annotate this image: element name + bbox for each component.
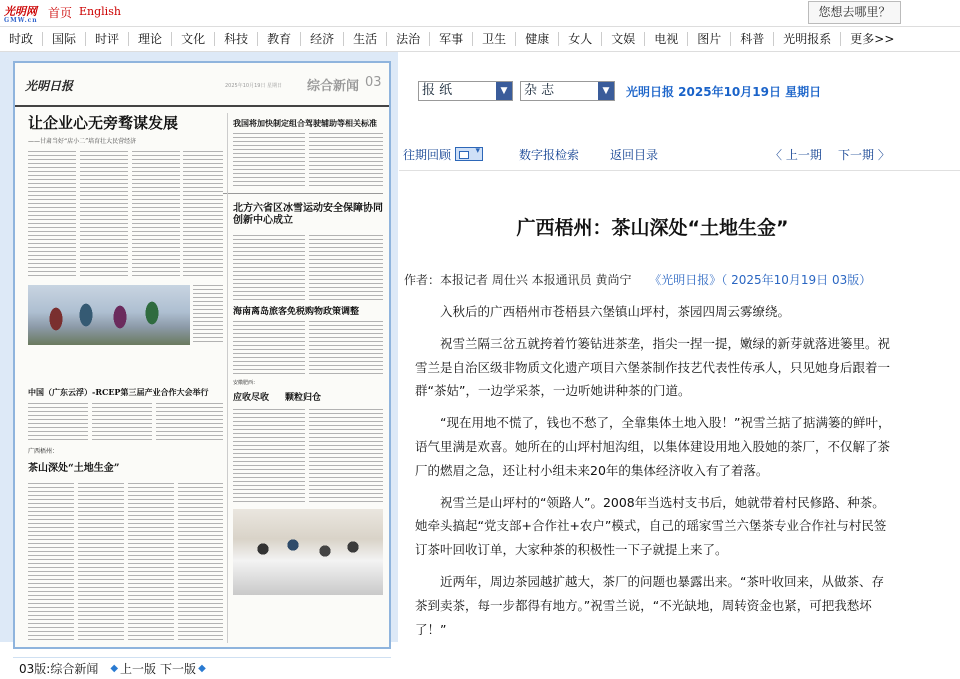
article-source: 《光明日报》（ 2025年10月19日 03版）: [649, 273, 872, 287]
paper-text-column: [92, 403, 152, 443]
nav-item[interactable]: 军事: [430, 32, 473, 46]
nav-item[interactable]: 经济: [301, 32, 344, 46]
paper-headline[interactable]: 我国将加快制定组合驾驶辅助等相关标准: [233, 118, 377, 128]
paper-text-column: [132, 151, 180, 279]
paper-section-title: 综合新闻: [307, 79, 360, 94]
paper-text-column: [309, 321, 383, 375]
paper-kicker: 广西梧州：: [28, 448, 59, 455]
paper-kicker: 安徽肥西：: [233, 380, 259, 386]
nav-item[interactable]: 国际: [43, 32, 86, 46]
diamond-icon: ◆: [198, 663, 206, 674]
article-title: 广西梧州：茶山深处“土地生金”: [516, 217, 789, 239]
magazine-select[interactable]: [520, 81, 615, 101]
paper-text-column: [28, 151, 76, 279]
logo-subtext: GMW.cn: [4, 17, 38, 24]
paper-page-number: 03: [365, 75, 382, 90]
newspaper-select[interactable]: [418, 81, 513, 101]
newspaper-page-image[interactable]: [13, 61, 391, 649]
nav-item[interactable]: 教育: [258, 32, 301, 46]
channel-nav: [0, 26, 960, 52]
chevron-down-icon: ▼: [598, 82, 614, 100]
magazine-select-value: 杂 志: [524, 83, 555, 98]
prev-page-link[interactable]: 上一版: [120, 662, 157, 676]
nav-item[interactable]: 科技: [215, 32, 258, 46]
page-preview-panel: [0, 52, 398, 676]
top-bar: [0, 0, 960, 26]
nav-item[interactable]: 更多>>: [850, 32, 895, 46]
paper-text-column: [183, 151, 223, 279]
paper-text-column: [233, 133, 305, 189]
newspaper-select-value: 报 纸: [422, 83, 453, 98]
article-paragraph: 近两年，周边茶园越扩越大，茶厂的问题也暴露出来。“茶叶收回来，从做茶、存茶到卖茶，每一步都得有地方。”祝雪兰说，“不光缺地，周转资金也紧，可把我愁坏了！”: [415, 573, 884, 637]
paper-text-column: [28, 483, 74, 643]
nav-item[interactable]: 电视: [645, 32, 688, 46]
paper-headline[interactable]: 颗粒归仓: [285, 393, 322, 403]
edition-label: 03版:综合新闻: [19, 662, 99, 676]
paper-header-date: 2025年10月19日 星期日: [225, 83, 283, 89]
article-paragraph: 祝雪兰隔三岔五就挎着竹篓钻进茶垄，指尖一捏一提，嫩绿的新芽就落进篓里。祝雪兰是自治区级非物质文化遗产项目六堡茶制作技艺代表性传承人，只见她身后跟着一群“茶姑”，一边学采茶，一边听她讲种茶的门道。: [415, 335, 891, 399]
nav-item[interactable]: 时评: [86, 32, 129, 46]
paper-text-column: [233, 321, 305, 375]
past-review-link[interactable]: 往期回顾: [403, 148, 452, 162]
article-author: 作者：本报记者 周仕兴 本报通讯员 黄尚宁: [404, 273, 632, 287]
paper-headline[interactable]: 北方六省区冰雪运动安全保障协同创新中心成立: [233, 203, 383, 226]
paper-subheadline: ——甘肃当好“店小二”培育壮大民营经济: [28, 138, 137, 145]
next-page-link[interactable]: 下一版: [160, 662, 197, 676]
logo-text: 光明网: [4, 5, 37, 18]
article-body: [415, 300, 895, 649]
paper-text-column: [309, 133, 383, 189]
nav-item[interactable]: 文娱: [602, 32, 645, 46]
diamond-icon: ◆: [110, 663, 119, 674]
paper-headline[interactable]: 应收尽收: [233, 393, 270, 403]
paper-text-column: [128, 483, 174, 643]
nav-item[interactable]: 图片: [688, 32, 731, 46]
where-to-go-button[interactable]: 您想去哪里？: [808, 1, 901, 24]
paper-photo-performers: [28, 285, 190, 345]
prev-issue-link[interactable]: 〈 上一期: [770, 148, 822, 162]
paper-date: 光明日报 2025年10月19日 星期日: [626, 85, 822, 99]
paper-text-column: [233, 235, 305, 301]
paper-text-column: [28, 403, 88, 443]
nav-item[interactable]: 生活: [344, 32, 387, 46]
home-link[interactable]: 首页: [48, 6, 73, 20]
english-link[interactable]: English: [79, 5, 121, 18]
article-paragraph: 祝雪兰是山坪村的“领路人”。2008年当选村支书后，她就带着村民修路、种茶。她牵头搞起“党支部+合作社+农户”模式，自己的瑶家雪兰六堡茶专业合作社与村民签订茶叶回收订单，大家种茶的积极性一下子就提上来了。: [415, 494, 887, 558]
paper-text-column: [78, 483, 124, 643]
paper-column-rule: [227, 113, 228, 643]
back-to-index-link[interactable]: 返回目录: [610, 148, 659, 162]
paper-headline[interactable]: 茶山深处“土地生金”: [28, 463, 120, 474]
nav-item[interactable]: 法治: [387, 32, 430, 46]
nav-item[interactable]: 理论: [129, 32, 172, 46]
divider: [399, 170, 960, 171]
nav-item[interactable]: 健康: [516, 32, 559, 46]
paper-masthead: 光明日报: [25, 79, 74, 93]
digital-search-link[interactable]: 数字报检索: [519, 148, 580, 162]
edition-footer: [13, 657, 391, 679]
paper-photo-students: [233, 509, 383, 595]
paper-photo-caption: [193, 285, 223, 345]
paper-text-column: [80, 151, 128, 279]
nav-item[interactable]: 科普: [731, 32, 774, 46]
paper-text-column: [309, 235, 383, 301]
paper-text-column: [309, 409, 383, 505]
paper-header: [15, 63, 389, 107]
paper-rule: [223, 193, 383, 194]
chevron-down-icon: ▼: [496, 82, 512, 100]
nav-item[interactable]: 时政: [0, 32, 43, 46]
nav-item[interactable]: 文化: [172, 32, 215, 46]
paper-headline[interactable]: 让企业心无旁骛谋发展: [28, 114, 179, 132]
paper-headline[interactable]: 海南离岛旅客免税购物政策调整: [233, 307, 360, 317]
paper-text-column: [156, 403, 223, 443]
next-issue-link[interactable]: 下一期 〉: [838, 148, 890, 162]
paper-text-column: [233, 409, 305, 505]
article-paragraph: “现在用地不慌了，钱也不愁了，全靠集体土地入股！”祝雪兰掂了掂满篓的鲜叶，语气里满是欢喜。她所在的山坪村旭沟组，以集体建设用地入股她的茶厂，不仅解了茶厂的燃眉之急，还让村小组未来20年的集体经济收入有了着落。: [415, 415, 891, 478]
paper-text-column: [178, 483, 223, 643]
calendar-icon[interactable]: [455, 147, 483, 161]
nav-item[interactable]: 卫生: [473, 32, 516, 46]
nav-item[interactable]: 光明报系: [774, 32, 841, 46]
site-logo[interactable]: [4, 3, 40, 24]
article-paragraph: 入秋后的广西梧州市苍梧县六堡镇山坪村，茶园四周云雾缭绕。: [440, 304, 791, 319]
article-byline: [404, 271, 871, 288]
paper-headline[interactable]: 中国（广东云浮）-RCEP第三届产业合作大会举行: [28, 387, 209, 397]
nav-item[interactable]: 女人: [559, 32, 602, 46]
